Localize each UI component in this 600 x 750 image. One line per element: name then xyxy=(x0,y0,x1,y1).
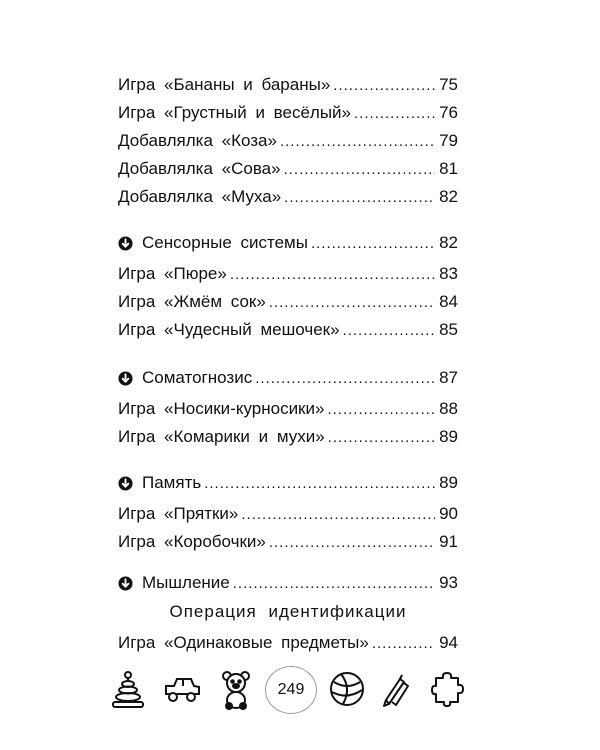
toc-entry-page: 84 xyxy=(439,292,458,311)
toc-entry-title: Добавлялка «Сова» xyxy=(118,159,281,178)
toc-entry[interactable] xyxy=(118,501,458,525)
toc-entry[interactable] xyxy=(118,72,458,96)
page-number: 249 xyxy=(277,681,305,698)
toc-leader-dots xyxy=(233,574,435,594)
toc-entry-page: 82 xyxy=(439,187,458,206)
toc-entry-page: 83 xyxy=(439,264,458,283)
puzzle-piece-icon xyxy=(428,670,468,710)
toc-entry-title: Добавлялка «Коза» xyxy=(118,131,277,150)
toc-entry-page: 89 xyxy=(439,473,458,492)
toc-leader-dots xyxy=(204,474,435,494)
toc-leader-dots xyxy=(280,132,435,152)
toc-entry[interactable] xyxy=(118,156,458,180)
toc-entry-page: 76 xyxy=(439,103,458,122)
toc-entry-page: 85 xyxy=(439,320,458,339)
toc-section-entry[interactable] xyxy=(118,570,458,594)
section-arrow-icon xyxy=(118,576,133,591)
ball-icon xyxy=(328,670,366,708)
toc-section-entry[interactable] xyxy=(118,230,458,254)
toc-entry-page: 90 xyxy=(439,504,458,523)
toc-leader-dots xyxy=(269,533,435,553)
toc-entry[interactable] xyxy=(118,630,458,654)
toc-entry-page: 89 xyxy=(439,427,458,446)
toc-entry-title: Игра «Чудесный мешочек» xyxy=(118,320,340,339)
toc-entry-title: Игра «Прятки» xyxy=(118,504,239,523)
page-number-badge xyxy=(265,666,317,714)
toc-entry-title: Игра «Коробочки» xyxy=(118,532,266,551)
section-arrow-icon xyxy=(118,371,133,386)
toc-entry-page: 82 xyxy=(439,233,458,252)
pencils-icon xyxy=(380,670,410,708)
toc-entry[interactable] xyxy=(118,100,458,124)
toc-leader-dots xyxy=(284,160,436,180)
toc-leader-dots xyxy=(241,505,435,525)
toc-entry[interactable] xyxy=(118,424,458,448)
toc-entry-title: Игра «Комарики и мухи» xyxy=(118,427,325,446)
toc-entry[interactable] xyxy=(118,317,458,341)
toc-entry-page: 79 xyxy=(439,131,458,150)
teddy-bear-icon xyxy=(220,670,252,710)
toc-entry[interactable] xyxy=(118,396,458,420)
toc-leader-dots xyxy=(327,400,435,420)
toc-entry-page: 94 xyxy=(439,633,458,652)
toc-section-entry[interactable] xyxy=(118,470,458,494)
toc-entry-title: Добавлялка «Муха» xyxy=(118,187,282,206)
toc-section-title: Сенсорные системы xyxy=(142,233,308,252)
toc-entry-title: Игра «Бананы и бараны» xyxy=(118,75,331,94)
stacking-rings-icon xyxy=(110,670,146,710)
toc-entry-title: Игра «Пюре» xyxy=(118,264,227,283)
toc-section-title: Память xyxy=(142,473,202,492)
toc-leader-dots xyxy=(311,234,435,254)
toc-entry-page: 88 xyxy=(439,399,458,418)
toc-leader-dots xyxy=(269,293,435,313)
toc-entry[interactable] xyxy=(118,529,458,553)
toc-section-title: Соматогнозис xyxy=(142,368,253,387)
toc-entry[interactable] xyxy=(118,128,458,152)
toc-entry-page: 75 xyxy=(439,75,458,94)
section-arrow-icon xyxy=(118,236,133,251)
toc-entry[interactable] xyxy=(118,184,458,208)
toc-leader-dots xyxy=(354,104,435,124)
toc-entry-page: 91 xyxy=(439,532,458,551)
section-arrow-icon xyxy=(118,476,133,491)
toc-entry-page: 87 xyxy=(439,368,458,387)
toc-leader-dots xyxy=(343,321,436,341)
subsection-heading: Операция идентификации xyxy=(169,602,407,621)
toc-leader-dots xyxy=(328,428,435,448)
toc-entry-page: 81 xyxy=(439,159,458,178)
toc-section-entry[interactable] xyxy=(118,365,458,389)
toc-leader-dots xyxy=(255,369,435,389)
toy-car-icon xyxy=(162,674,202,706)
toc-entry[interactable] xyxy=(118,289,458,313)
toc-section-title: Мышление xyxy=(142,573,230,592)
toc-leader-dots xyxy=(372,634,435,654)
toc-entry[interactable] xyxy=(118,261,458,285)
toc-entry-title: Игра «Грустный и весёлый» xyxy=(118,103,351,122)
toc-entry-title: Игра «Одинаковые предметы» xyxy=(118,633,369,652)
toc-entry-page: 93 xyxy=(439,573,458,592)
toc-leader-dots xyxy=(230,265,435,285)
toc-leader-dots xyxy=(333,76,435,96)
page-footer xyxy=(110,666,470,714)
toc-entry-title: Игра «Носики-курносики» xyxy=(118,399,325,418)
toc-leader-dots xyxy=(284,188,435,208)
toc-entry-title: Игра «Жмём сок» xyxy=(118,292,266,311)
